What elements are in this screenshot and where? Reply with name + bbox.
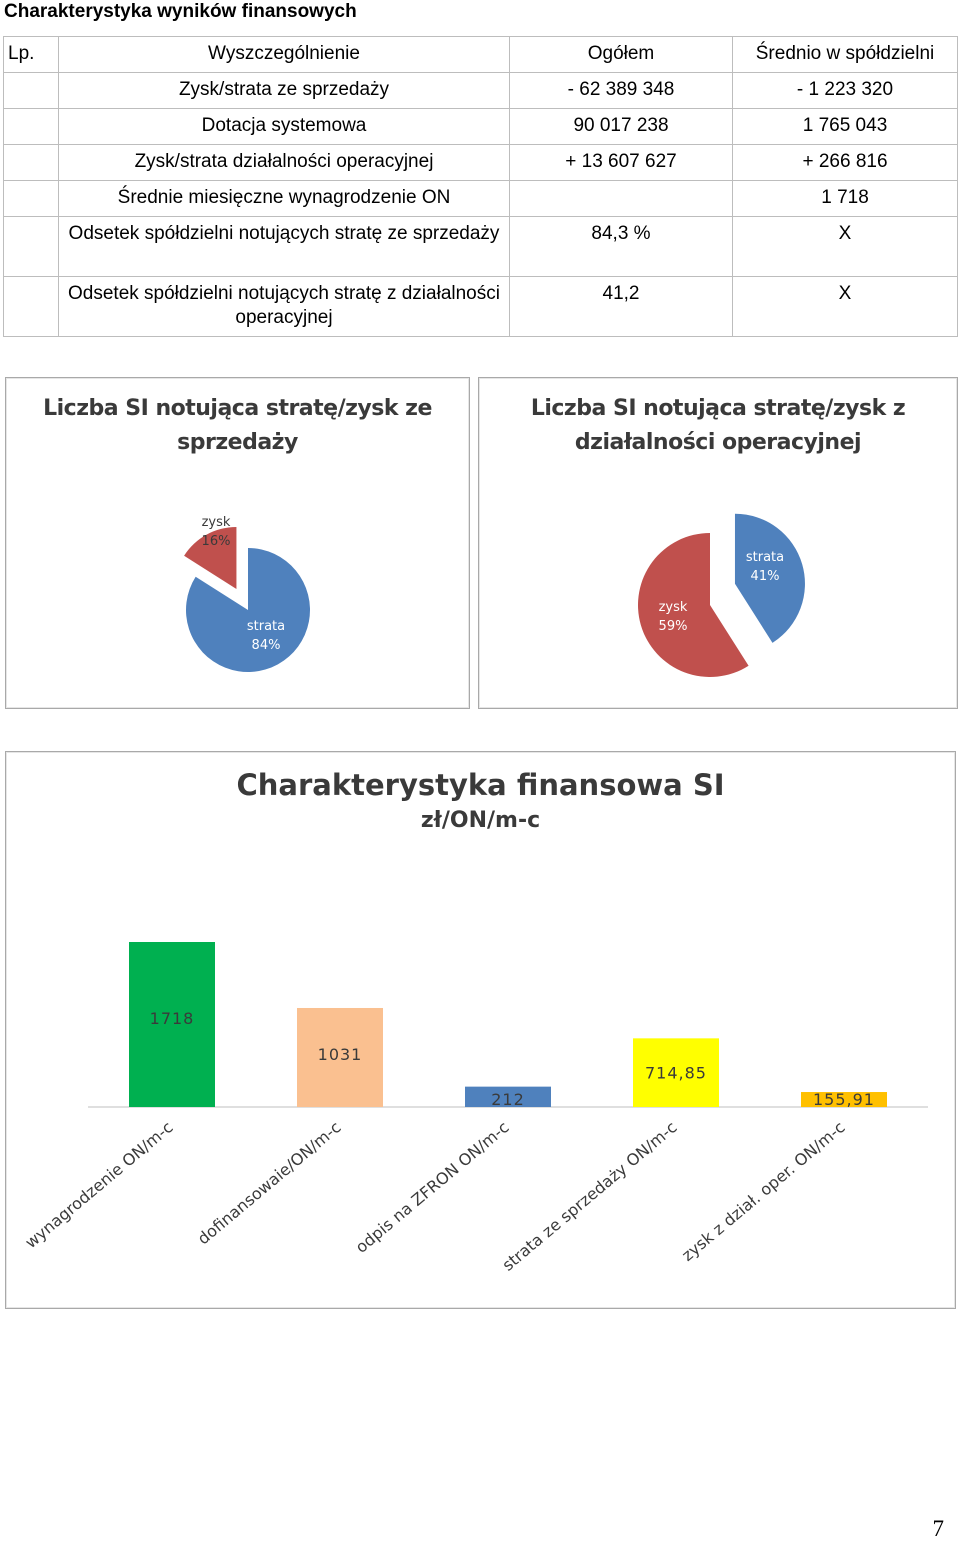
- bar-svg: [6, 752, 955, 1308]
- table-cell: - 1 223 320: [733, 73, 958, 109]
- table-cell: Średnie miesięczne wynagrodzenie ON: [59, 181, 510, 217]
- table-row: [4, 277, 958, 337]
- financial-results-table: [3, 36, 958, 337]
- category-label: wynagrodzenie ON/m-c: [21, 1117, 177, 1253]
- category-label: zysk z dział. oper. ON/m-c: [677, 1117, 849, 1265]
- bar-value-label: 1031: [317, 1044, 363, 1064]
- pie-pct-zysk: 59%: [658, 619, 688, 634]
- pie-chart-title-line1: Liczba SI notująca stratę/zysk ze: [43, 396, 432, 421]
- pie-chart-title-line1: Liczba SI notująca stratę/zysk z: [530, 396, 906, 421]
- pie-chart-title-line2: działalności operacyjnej: [574, 430, 862, 455]
- category-label: dofinansowaie/ON/m-c: [193, 1117, 345, 1249]
- pie-pct-strata: 84%: [251, 638, 281, 653]
- table-cell: 84,3 %: [510, 217, 733, 277]
- header-cell: Lp.: [4, 37, 59, 73]
- table-cell: [4, 145, 59, 181]
- pie-svg: [479, 378, 957, 708]
- bar-value-label: 1718: [149, 1009, 195, 1028]
- table-cell: X: [733, 277, 958, 337]
- table-cell: + 266 816: [733, 145, 958, 181]
- pie-chart-sales: [5, 377, 470, 709]
- table-row: [4, 109, 958, 145]
- table-row: [4, 181, 958, 217]
- pie-chart-operations: [478, 377, 958, 709]
- table-row: [4, 217, 958, 277]
- bar-value-label: 714,85: [645, 1063, 707, 1083]
- table-cell: 41,2: [510, 277, 733, 337]
- pie-label-zysk: zysk: [658, 600, 688, 615]
- bar-value-label: 212: [491, 1090, 525, 1109]
- pie-pct-zysk: 16%: [201, 534, 231, 549]
- pie-chart-title-line2: sprzedaży: [177, 430, 298, 455]
- table-cell: [4, 73, 59, 109]
- table-cell: [4, 109, 59, 145]
- table-cell: + 13 607 627: [510, 145, 733, 181]
- table-header-row: [4, 37, 958, 73]
- pie-label-zysk: zysk: [201, 515, 231, 530]
- category-label: odpis na ZFRON ON/m-c: [351, 1117, 513, 1257]
- page-heading: Charakterystyka wyników finansowych: [4, 1, 357, 22]
- bar-chart-finance: [5, 751, 956, 1309]
- table-row: [4, 145, 958, 181]
- table-cell: [510, 181, 733, 217]
- bar-chart-title: Charakterystyka finansowa SI: [236, 768, 725, 802]
- table-cell: [4, 217, 59, 277]
- table-row: [4, 73, 958, 109]
- pie-pct-strata: 41%: [750, 569, 780, 584]
- pie-svg: [6, 378, 469, 708]
- table-cell: Dotacja systemowa: [59, 109, 510, 145]
- table-cell: 1 765 043: [733, 109, 958, 145]
- table-cell: - 62 389 348: [510, 73, 733, 109]
- category-label: strata ze sprzedaży ON/m-c: [498, 1117, 681, 1275]
- pie-label-strata: strata: [745, 550, 785, 565]
- bar-value-label: 155,91: [813, 1090, 875, 1109]
- table-cell: X: [733, 217, 958, 277]
- table-cell: Odsetek spółdzielni notujących stratę ze sprzedaży: [59, 217, 510, 277]
- page-number: 7: [932, 1516, 944, 1541]
- table-cell: 1 718: [733, 181, 958, 217]
- table-cell: Zysk/strata działalności operacyjnej: [59, 145, 510, 181]
- bar-chart-subtitle: zł/ON/m-c: [420, 808, 541, 833]
- header-cell: Wyszczególnienie: [59, 37, 510, 73]
- table-cell: Odsetek spółdzielni notujących stratę z działalności operacyjnej: [59, 277, 510, 337]
- table-cell: Zysk/strata ze sprzedaży: [59, 73, 510, 109]
- header-cell: Ogółem: [510, 37, 733, 73]
- table-cell: [4, 181, 59, 217]
- header-cell: Średnio w spółdzielni: [733, 37, 958, 73]
- table-cell: [4, 277, 59, 337]
- pie-label-strata: strata: [246, 619, 286, 634]
- table-cell: 90 017 238: [510, 109, 733, 145]
- pie-slice-zysk: [638, 533, 749, 677]
